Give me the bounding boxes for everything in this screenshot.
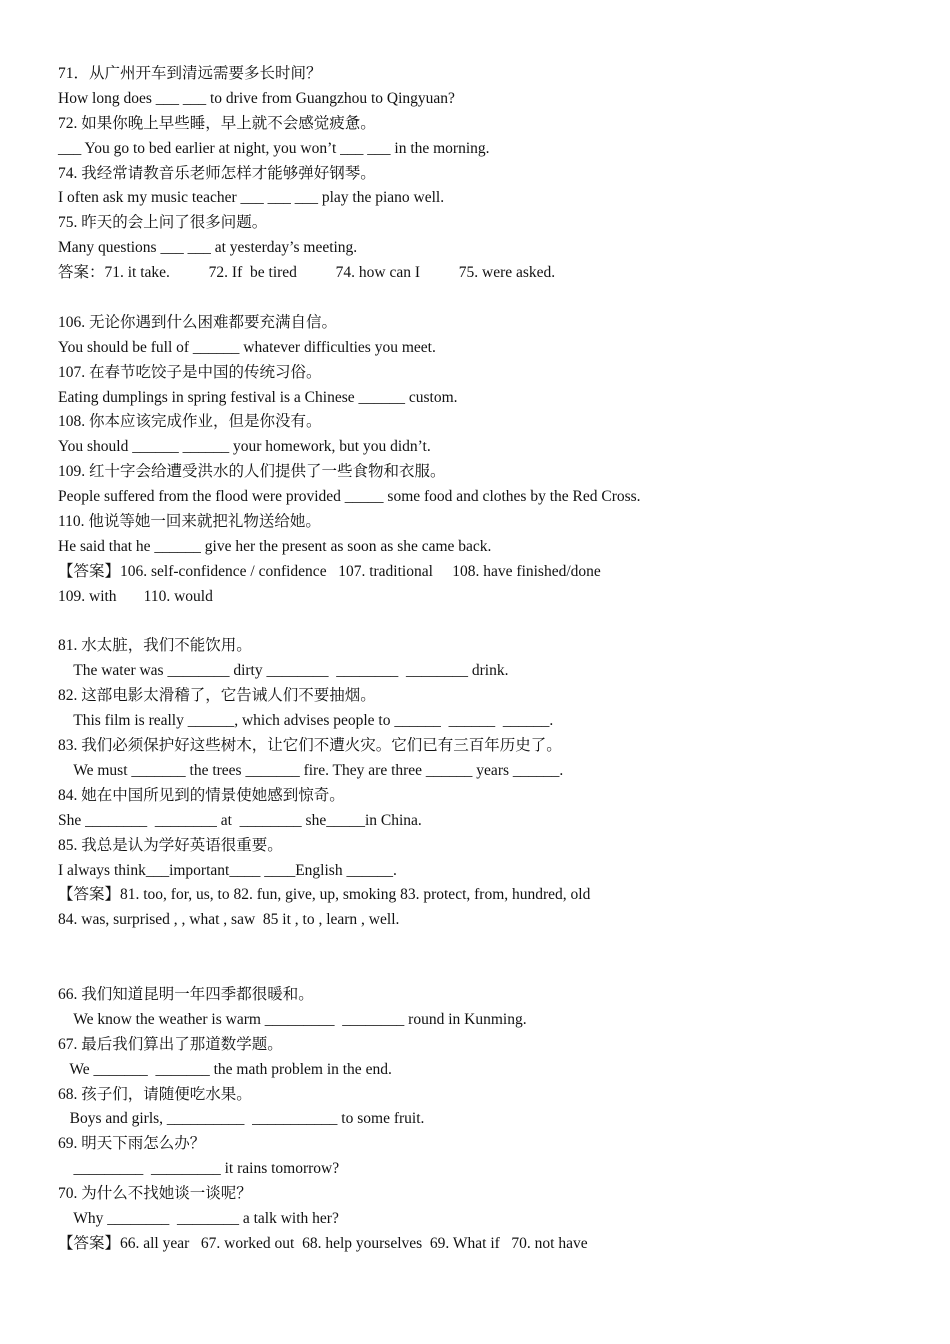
question-108-english: You should ______ ______ your homework, but you didn’t. [58, 438, 431, 456]
question-72-chinese: 72. 如果你晚上早些睡，早上就不会感觉疲惫。 [58, 114, 376, 132]
question-85-english: I always think___important____ ____English ______. [58, 861, 397, 879]
section-spacer [58, 286, 918, 311]
question-68-chinese: 68. 孩子们，请随便吃水果。 [58, 1085, 252, 1103]
question-81-chinese: 81. 水太脏，我们不能饮用。 [58, 637, 252, 655]
answer-line: 答案：71. it take. 72. If be tired 74. how can I 75. were asked. [58, 264, 556, 282]
exercise-section-2 [58, 311, 918, 610]
question-82-english: This film is really ______, which advises people to ______ ______ ______. [58, 712, 554, 730]
question-85-chinese: 85. 我总是认为学好英语很重要。 [58, 836, 283, 854]
question-82-chinese: 82. 这部电影太滑稽了，它告诫人们不要抽烟。 [58, 687, 376, 705]
question-75-english: Many questions ___ ___ at yesterday’s meeting. [58, 239, 358, 257]
answer-line: 【答案】81. too, for, us, to 82. fun, give, up, smoking 83. protect, from, hundred, old [58, 886, 591, 904]
answer-line: 【答案】66. all year 67. worked out 68. help yourselves 69. What if 70. not have [58, 1234, 588, 1252]
question-68-english: Boys and girls, __________ ___________ to some fruit. [58, 1110, 425, 1128]
question-107-english: Eating dumplings in spring festival is a Chinese ______ custom. [58, 388, 458, 406]
section-spacer [58, 958, 918, 983]
question-74-chinese: 74. 我经常请教音乐老师怎样才能够弹好钢琴。 [58, 164, 376, 182]
question-107-chinese: 107. 在春节吃饺子是中国的传统习俗。 [58, 363, 322, 381]
question-70-english: Why ________ ________ a talk with her? [58, 1209, 339, 1227]
section-spacer [58, 933, 918, 958]
question-109-english: People suffered from the flood were provided _____ some food and clothes by the Red Cross. [58, 488, 641, 506]
question-83-english: We must _______ the trees _______ fire. They are three ______ years ______. [58, 761, 564, 779]
question-75-chinese: 75. 昨天的会上问了很多问题。 [58, 214, 268, 232]
question-108-chinese: 108. 你本应该完成作业，但是你没有。 [58, 413, 322, 431]
question-81-english: The water was ________ dirty ________ ________ ________ drink. [58, 662, 509, 680]
question-69-english: _________ _________ it rains tomorrow? [58, 1160, 340, 1178]
question-106-chinese: 106. 无论你遇到什么困难都要充满自信。 [58, 313, 338, 331]
question-84-chinese: 84. 她在中国所见到的情景使她感到惊奇。 [58, 786, 345, 804]
question-69-chinese: 69. 明天下雨怎么办？ [58, 1135, 206, 1153]
answer-line: 【答案】106. self-confidence / confidence 107. traditional 108. have finished/done [58, 562, 601, 580]
exercise-section-4 [58, 983, 918, 1257]
question-109-chinese: 109. 红十字会给遭受洪水的人们提供了一些食物和衣服。 [58, 463, 446, 481]
question-74-english: I often ask my music teacher ___ ___ ___ play the piano well. [58, 189, 445, 207]
section-spacer [58, 610, 918, 635]
question-71-chinese: 71．从广州开车到清远需要多长时间？ [58, 65, 322, 82]
question-83-chinese: 83. 我们必须保护好这些树木，让它们不遭火灾。它们已有三百年历史了。 [58, 737, 562, 755]
exercise-content [58, 62, 918, 1257]
question-66-chinese: 66. 我们知道昆明一年四季都很暖和。 [58, 985, 314, 1003]
question-110-english: He said that he ______ give her the present as soon as she came back. [58, 537, 492, 555]
answer-line: 109. with 110. would [58, 587, 213, 605]
exercise-section-1 [58, 62, 918, 286]
question-67-english: We _______ _______ the math problem in the end. [58, 1060, 392, 1078]
question-110-chinese: 110. 他说等她一回来就把礼物送给她。 [58, 513, 321, 531]
question-72-english: ___ You go to bed earlier at night, you won’t ___ ___ in the morning. [58, 139, 490, 157]
question-67-chinese: 67. 最后我们算出了那道数学题。 [58, 1035, 283, 1053]
question-71-english: How long does ___ ___ to drive from Guangzhou to Qingyuan? [58, 89, 455, 107]
question-66-english: We know the weather is warm _________ ________ round in Kunming. [58, 1010, 527, 1028]
question-106-english: You should be full of ______ whatever difficulties you meet. [58, 338, 436, 356]
question-70-chinese: 70. 为什么不找她谈一谈呢？ [58, 1185, 252, 1203]
exercise-section-3 [58, 634, 918, 933]
question-84-english: She ________ ________ at ________ she_____in China. [58, 811, 422, 829]
answer-line: 84. was, surprised , , what , saw 85 it , to , learn , well. [58, 911, 400, 929]
